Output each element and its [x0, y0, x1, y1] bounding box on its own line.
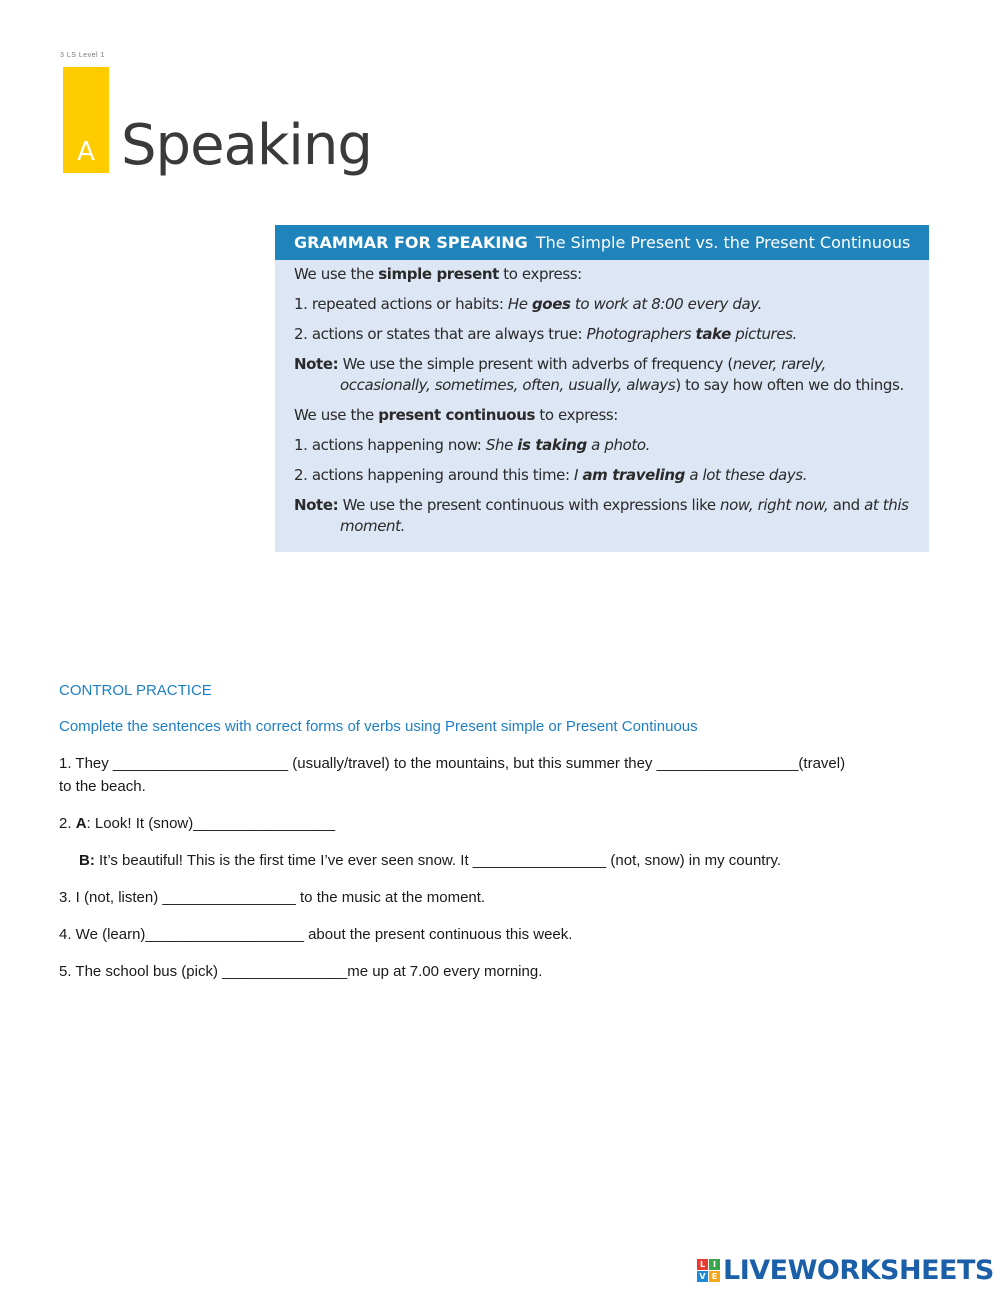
- simple-present-rule-1: [294, 294, 911, 315]
- simple-present-note: [294, 354, 911, 396]
- exercise-item-5: 5. The school bus (pick) _______________me up at 7.00 every morning.: [59, 963, 543, 980]
- example: She: [485, 436, 518, 454]
- adverbs: never, rarely,: [732, 355, 826, 373]
- text: to express:: [535, 406, 618, 424]
- text: and: [828, 496, 865, 514]
- example-verb: take: [695, 325, 731, 343]
- text: We use the present continuous with expressions like: [338, 496, 721, 514]
- expressions: moment.: [340, 517, 405, 535]
- exercise-item-2b: [59, 849, 939, 872]
- example: to work at 8:00 every day.: [570, 295, 762, 313]
- section-letter: A: [77, 137, 95, 167]
- exercise-heading: CONTROL PRACTICE: [59, 682, 212, 699]
- text: We use the: [294, 406, 379, 424]
- exercise-item-3: 3. I (not, listen) ________________ to the music at the moment.: [59, 889, 486, 906]
- simple-present-rule-2: [294, 324, 911, 345]
- exercise-instruction: Complete the sentences with correct forms of verbs using Present simple or Present Continuous: [59, 718, 698, 735]
- present-continuous-rule-1: [294, 435, 911, 456]
- text: 1. repeated actions or habits:: [294, 295, 508, 313]
- exercise-item-1: [59, 752, 939, 798]
- term-bold: present continuous: [378, 406, 536, 424]
- text: 2. actions or states that are always true:: [294, 325, 587, 343]
- note-label: Note:: [294, 496, 339, 514]
- present-continuous-note: [294, 495, 911, 537]
- example: pictures.: [730, 325, 797, 343]
- note-label: Note:: [294, 355, 339, 373]
- speaker-b: B:: [79, 852, 95, 869]
- section-title: Speaking: [121, 113, 372, 178]
- note-continuation: [294, 516, 911, 537]
- liveworksheets-logo: [697, 1254, 994, 1286]
- grammar-box-header: [275, 225, 929, 260]
- text: We use the simple present with adverbs of frequency (: [338, 355, 733, 373]
- section-letter-bar: [63, 67, 109, 173]
- example-verb: is taking: [517, 436, 587, 454]
- grammar-box-title-bold: GRAMMAR FOR SPEAKING: [294, 233, 528, 252]
- example-verb: goes: [531, 295, 571, 313]
- logo-block: E: [709, 1271, 720, 1282]
- simple-present-intro: [294, 264, 911, 285]
- present-continuous-rule-2: [294, 465, 911, 486]
- example: Photographers: [586, 325, 696, 343]
- item-text: It’s beautiful! This is the first time I’ve ever seen snow. It ________________ (not, snow) in my country.: [94, 852, 782, 869]
- logo-block: V: [697, 1271, 708, 1282]
- note-continuation: [294, 375, 911, 396]
- grammar-box-body: [275, 260, 929, 537]
- grammar-box: [275, 225, 929, 552]
- example-verb: am traveling: [582, 466, 685, 484]
- grammar-box-title-topic: The Simple Present vs. the Present Continuous: [535, 233, 911, 252]
- adverbs: occasionally, sometimes, often, usually, always: [340, 376, 676, 394]
- text: We use the: [294, 265, 379, 283]
- text: 2. actions happening around this time:: [294, 466, 575, 484]
- item-number: 2.: [59, 815, 76, 832]
- logo-block: L: [697, 1259, 708, 1270]
- example: a lot these days.: [684, 466, 808, 484]
- logo-blocks-icon: [697, 1259, 720, 1282]
- term-bold: simple present: [378, 265, 499, 283]
- exercise-item-1-line-2: to the beach.: [59, 778, 146, 795]
- text: to express:: [498, 265, 582, 283]
- text: ) to say how often we do things.: [675, 376, 904, 394]
- exercise-item-2a: [59, 812, 939, 835]
- speaker-a: A: [75, 815, 87, 832]
- exercise-item-4: 4. We (learn)___________________ about the present continuous this week.: [59, 926, 573, 943]
- example: I: [574, 466, 583, 484]
- expressions: now, right now,: [720, 496, 829, 514]
- text: 1. actions happening now:: [294, 436, 486, 454]
- item-text: : Look! It (snow)_________________: [86, 815, 336, 832]
- logo-block: I: [709, 1259, 720, 1270]
- exercise-section: [59, 680, 939, 997]
- example: a photo.: [586, 436, 650, 454]
- expressions: at this: [864, 496, 909, 514]
- present-continuous-intro: [294, 405, 911, 426]
- header-small-label: 3 LS Level 1: [60, 52, 105, 59]
- logo-text: LIVEWORKSHEETS: [723, 1254, 994, 1286]
- example: He: [507, 295, 532, 313]
- exercise-item-1-line-1: 1. They _____________________ (usually/travel) to the mountains, but this summer they _________________(travel): [59, 755, 846, 772]
